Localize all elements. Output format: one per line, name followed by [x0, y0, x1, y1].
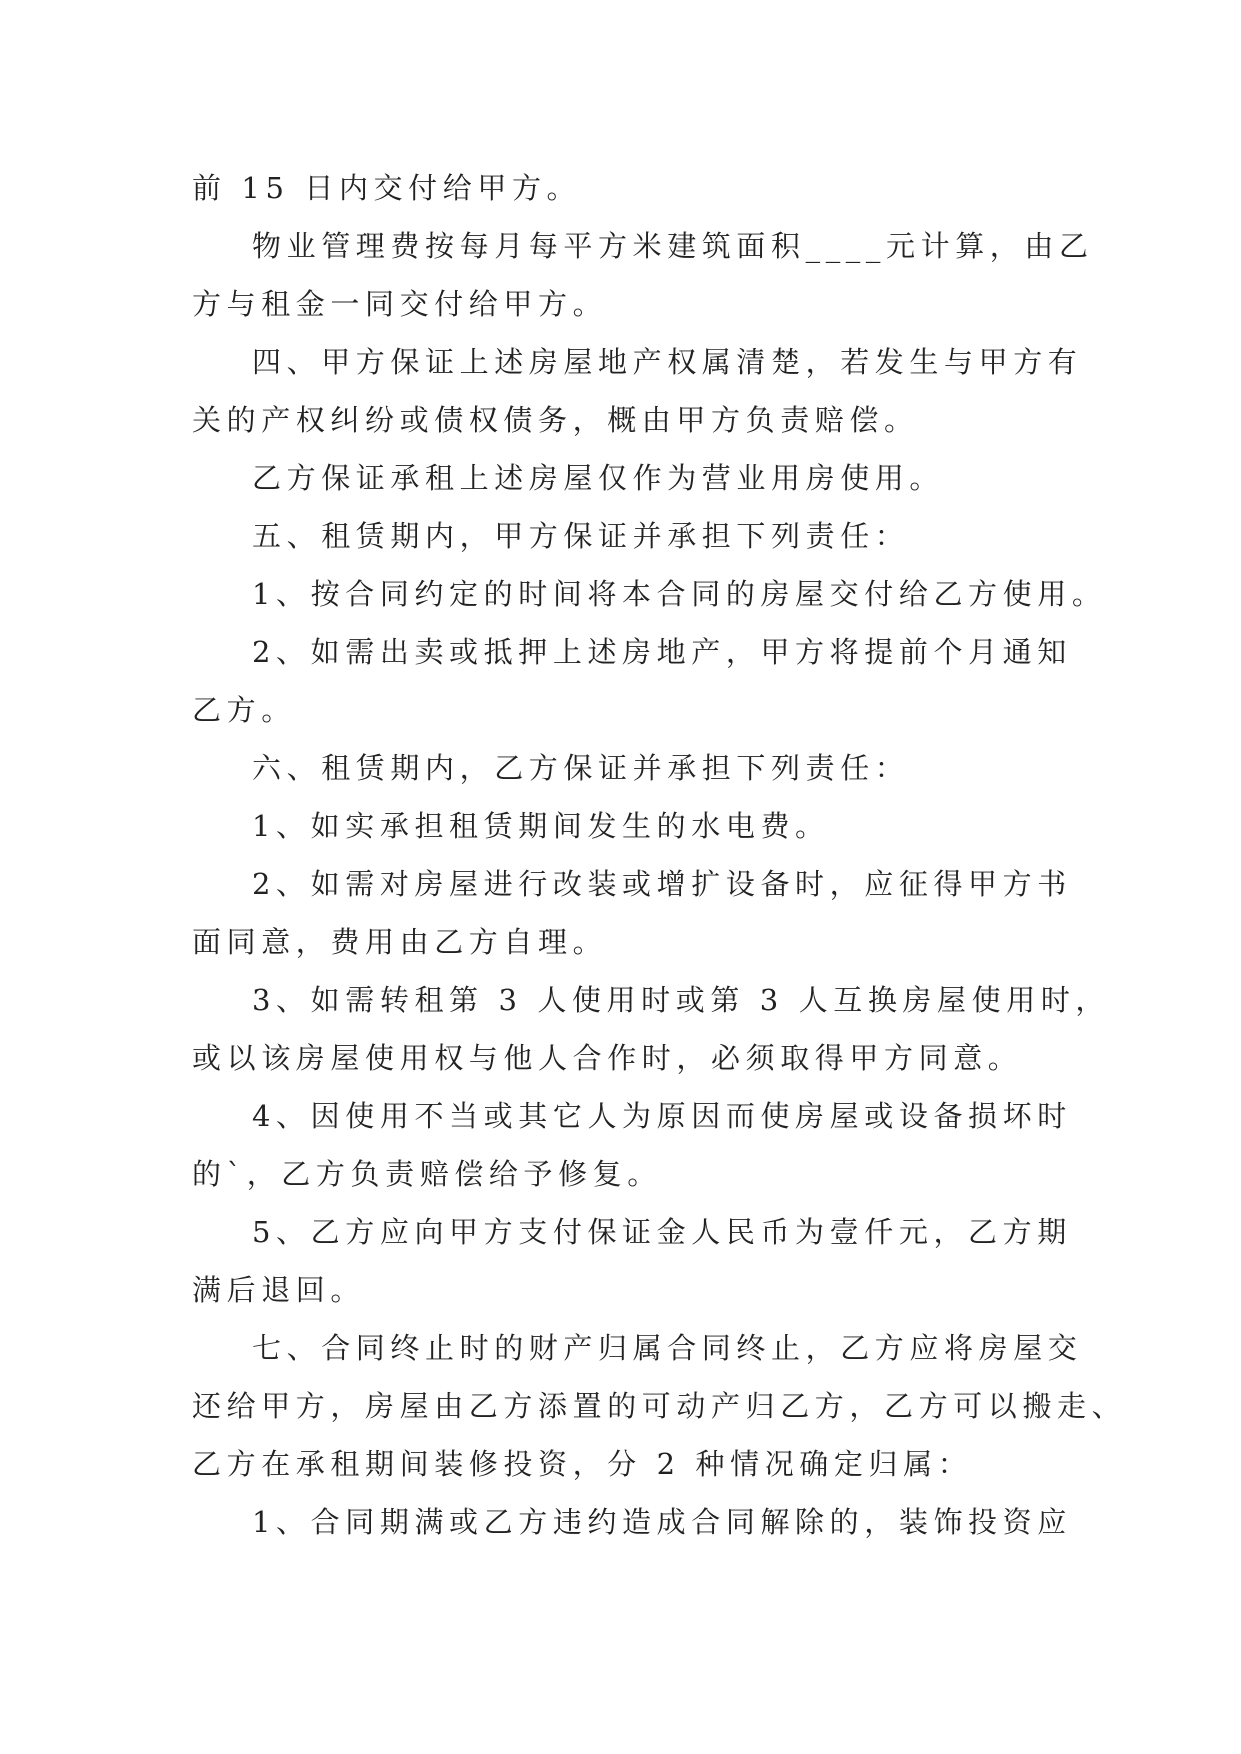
text-line: 七、合同终止时的财产归属合同终止，乙方应将房屋交 [252, 1331, 1083, 1365]
text-line: 六、租赁期内，乙方保证并承担下列责任： [252, 751, 910, 785]
text-line: 5、乙方应向甲方支付保证金人民币为壹仟元，乙方期 [252, 1215, 1072, 1249]
text-line: 前 15 日内交付给甲方。 [192, 171, 582, 205]
text-line: 还给甲方，房屋由乙方添置的可动产归乙方，乙方可以搬走、 [192, 1389, 1127, 1423]
text-line: 四、甲方保证上述房屋地产权属清楚，若发生与甲方有 [252, 345, 1083, 379]
text-line: 物业管理费按每月每平方米建筑面积____元计算，由乙 [252, 229, 1094, 263]
text-line: 4、因使用不当或其它人为原因而使房屋或设备损坏时 [252, 1099, 1072, 1133]
text-line: 满后退回。 [192, 1273, 366, 1307]
text-line: 乙方保证承租上述房屋仅作为营业用房使用。 [252, 461, 945, 495]
text-line: 关的产权纠纷或债权债务，概由甲方负责赔偿。 [192, 403, 919, 437]
text-line: 2、如需出卖或抵押上述房地产，甲方将提前个月通知 [252, 635, 1072, 669]
text-line: 1、合同期满或乙方违约造成合同解除的，装饰投资应 [252, 1505, 1072, 1539]
text-line: 乙方在承租期间装修投资，分 2 种情况确定归属： [192, 1447, 973, 1481]
text-line: 的`，乙方负责赔偿给予修复。 [192, 1157, 662, 1191]
text-line: 1、如实承担租赁期间发生的水电费。 [252, 809, 830, 843]
text-line: 乙方。 [192, 693, 296, 727]
text-line: 面同意，费用由乙方自理。 [192, 925, 608, 959]
text-line: 或以该房屋使用权与他人合作时，必须取得甲方同意。 [192, 1041, 1023, 1075]
text-line: 3、如需转租第 3 人使用时或第 3 人互换房屋使用时， [252, 983, 1111, 1017]
text-line: 1、按合同约定的时间将本合同的房屋交付给乙方使用。 [252, 577, 1107, 611]
text-line: 方与租金一同交付给甲方。 [192, 287, 608, 321]
text-line: 2、如需对房屋进行改装或增扩设备时，应征得甲方书 [252, 867, 1072, 901]
text-line: 五、租赁期内，甲方保证并承担下列责任： [252, 519, 910, 553]
